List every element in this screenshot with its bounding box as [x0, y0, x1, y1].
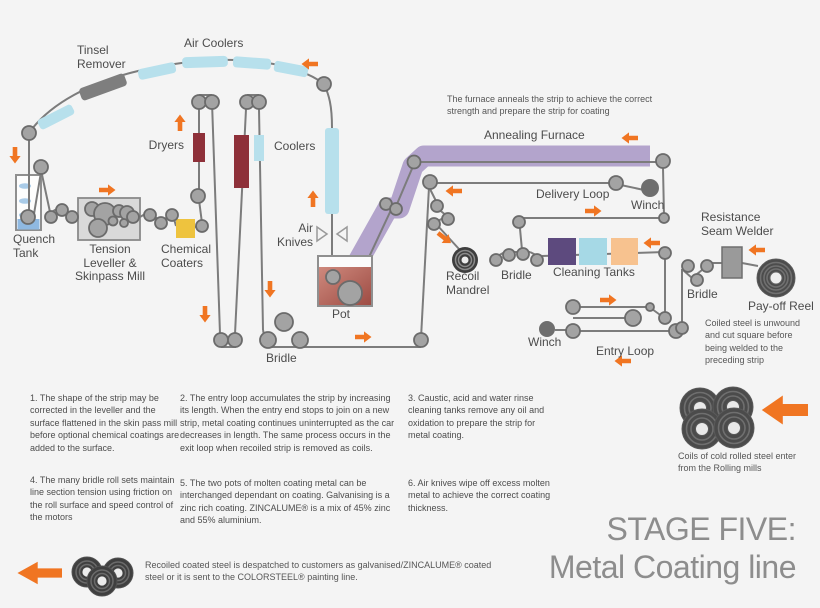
roller: [166, 209, 178, 221]
roller: [531, 254, 543, 266]
roller: [625, 310, 641, 326]
roller: [566, 300, 580, 314]
label-annealing-furnace: Annealing Furnace: [484, 128, 585, 142]
roller: [414, 333, 428, 347]
furnace-note: The furnace anneals the strip to achieve the correct strength and prepare the strip for coating: [447, 94, 653, 117]
label-tinsel-remover: Tinsel Remover: [77, 43, 126, 71]
process-note-1: 1. The shape of the strip may be corrected in the leveller and the surface flattened in the skin pass mill before optional chemical coatings are added to the surface.: [30, 393, 180, 453]
flow-arrow: [174, 115, 185, 132]
roller: [659, 247, 671, 259]
roller: [517, 248, 529, 260]
seam-welder-box: [722, 247, 742, 278]
process-note-2: 2. The entry loop accumulates the strip by increasing its length. When the entry end stops to join on a new strip, metal coating continues uninterrupted as the car decreases in length. The same process occurs in the exit loop when recoiled strip is removed as coils.: [180, 393, 395, 453]
roller: [275, 313, 293, 331]
process-note-3: 3. Caustic, acid and water rinse cleaning tanks remove any oil and oxidation to prepare the strip for metal coating.: [408, 393, 545, 441]
flow-arrow: [355, 331, 372, 342]
roller: [490, 254, 502, 266]
roller: [338, 281, 362, 305]
roller: [22, 126, 36, 140]
flow-arrow-large: [17, 562, 62, 584]
flow-arrow: [749, 244, 766, 255]
flow-arrow: [9, 147, 20, 164]
label-bridle-entry: Bridle: [687, 287, 718, 301]
roller: [292, 332, 308, 348]
roller: [120, 219, 128, 227]
roller: [252, 95, 266, 109]
roller: [21, 210, 35, 224]
label-quench-tank: Quench Tank: [13, 232, 56, 260]
flow-arrow: [307, 191, 318, 208]
label-chemical-coaters: Chemical Coaters: [161, 242, 212, 270]
cleaning-tank-boxes: [548, 238, 638, 265]
roller: [503, 249, 515, 261]
roller: [228, 333, 242, 347]
roller: [45, 211, 57, 223]
label-payoff-reel: Pay-off Reel: [748, 299, 814, 313]
roller: [423, 175, 437, 189]
stage-title-line2: Metal Coating line: [548, 548, 796, 585]
tinsel-remover-unit: [78, 73, 128, 102]
flow-arrow-large: [762, 395, 808, 424]
roller: [682, 260, 694, 272]
roller: [676, 322, 688, 334]
label-coolers: Coolers: [274, 139, 316, 153]
roller: [701, 260, 713, 272]
winch-wheel: [641, 179, 659, 197]
label-bridle-cleaning: Bridle: [501, 268, 532, 282]
label-recoil-mandrel: Recoil Mandrel: [446, 269, 490, 297]
label-seam-welder: Resistance Seam Welder: [701, 210, 774, 238]
label-dryers: Dryers: [148, 138, 184, 152]
cooler-tall-box: [325, 128, 339, 214]
outgoing-coils: [72, 557, 133, 596]
roller: [408, 156, 421, 169]
dryer-boxes: [193, 133, 249, 188]
flow-arrow: [446, 185, 463, 196]
roller: [34, 160, 48, 174]
roller: [214, 333, 228, 347]
flow-arrow: [644, 237, 661, 248]
roller: [205, 95, 219, 109]
roller: [442, 213, 454, 225]
label-delivery-loop: Delivery Loop: [536, 187, 610, 201]
label-entry-loop: Entry Loop: [596, 344, 655, 358]
payoff-note: Coiled steel is unwound and cut square before being welded to the preceding strip: [705, 318, 801, 366]
roller: [89, 219, 107, 237]
roller: [260, 332, 276, 348]
process-note-5: 5. The two pots of molten coating metal can be interchanged dependant on coating. Galvanising is a zinc rich coating. ZINCALUME® is a mix of 45% zinc and 55% aluminium.: [180, 478, 391, 526]
roller: [127, 211, 139, 223]
roller: [66, 211, 78, 223]
label-air-coolers: Air Coolers: [184, 36, 244, 50]
roller: [109, 217, 118, 226]
roller: [513, 216, 525, 228]
roller: [326, 270, 340, 284]
label-winch-delivery: Winch: [631, 198, 665, 212]
roller: [317, 77, 331, 91]
label-pot: Pot: [332, 307, 351, 321]
roller: [659, 312, 671, 324]
process-note-6: 6. Air knives wipe off excess molten metal to achieve the correct coating thickness.: [408, 478, 551, 513]
roller: [428, 218, 440, 230]
flow-arrow: [99, 184, 116, 195]
label-air-knives: Air Knives: [276, 221, 313, 249]
process-note-4: 4. The many bridle roll sets maintain line section tension using friction on the roll surface and speed control of the motors: [30, 475, 175, 523]
flow-arrow: [435, 229, 455, 248]
coils-note: Coils of cold rolled steel enter from the Rolling mills: [678, 451, 797, 474]
label-bridle-exit: Bridle: [266, 351, 297, 365]
roller: [691, 274, 703, 286]
incoming-coils: [680, 387, 754, 449]
roller: [196, 220, 208, 232]
label-tension-leveller: Tension Leveller & Skinpass Mill: [74, 242, 146, 284]
roller: [659, 213, 669, 223]
stage-title: [549, 511, 796, 587]
flow-arrow: [622, 132, 639, 143]
roller: [144, 209, 156, 221]
label-winch-entry: Winch: [528, 335, 562, 349]
label-cleaning-tanks: Cleaning Tanks: [553, 265, 635, 279]
roller: [656, 154, 670, 168]
flow-arrow: [199, 306, 210, 323]
flow-arrow: [600, 294, 617, 305]
payoff-reel-coil: [757, 259, 795, 297]
roller: [155, 217, 167, 229]
roller: [191, 189, 205, 203]
flow-arrow: [264, 281, 275, 298]
roller: [192, 95, 206, 109]
recoiled-note: Recoiled coated steel is despatched to customers as galvanised/ZINCALUME® coated steel or it is sent to the COLORSTEEL® painting line.: [145, 560, 492, 583]
stage-title-line1: STAGE FIVE:: [606, 511, 796, 547]
roller: [390, 203, 402, 215]
chemical-coater-box: [176, 219, 195, 238]
cooler-small-box: [254, 135, 264, 161]
flow-arrow: [585, 205, 602, 216]
roller: [431, 200, 443, 212]
roller: [646, 303, 654, 311]
